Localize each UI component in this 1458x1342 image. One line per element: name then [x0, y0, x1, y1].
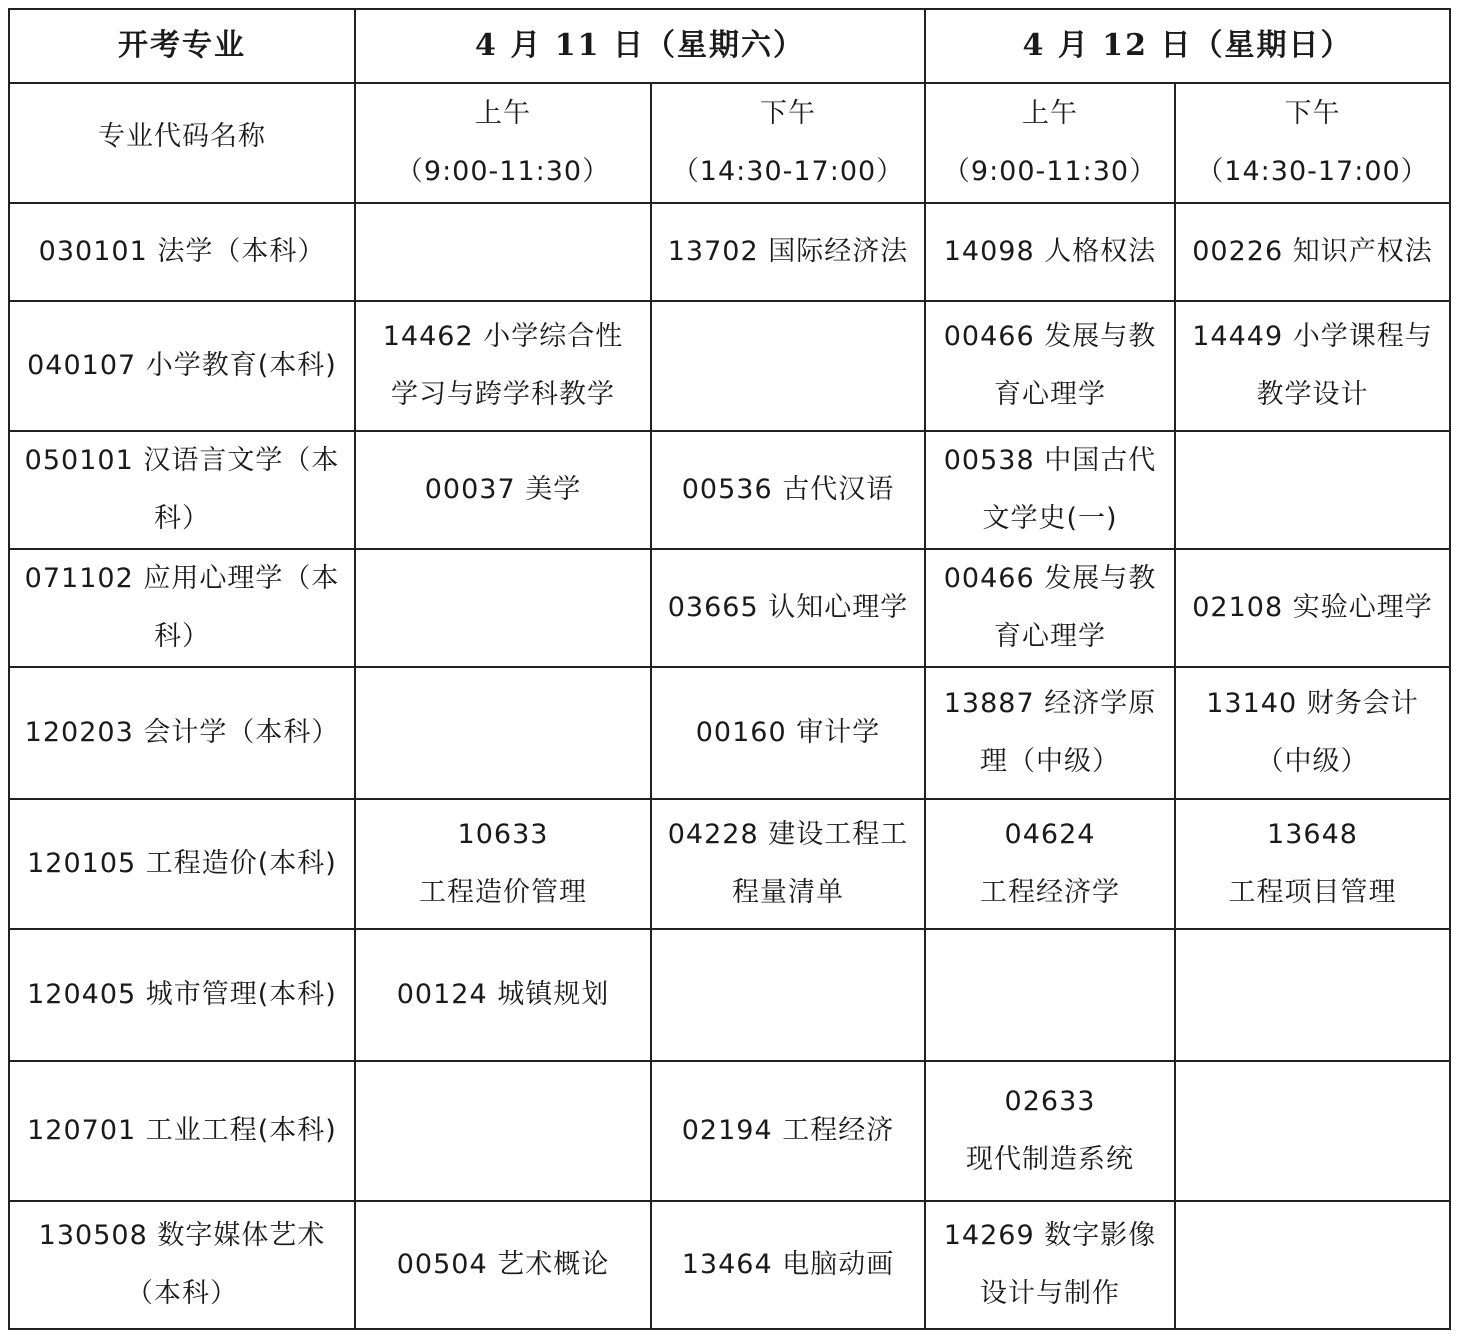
course-line: 02633 [1004, 1086, 1096, 1117]
major-cell [9, 799, 355, 929]
course-line: 学习与跨学科教学 [391, 379, 615, 410]
header-row [9, 9, 1450, 83]
slot-day1-am [355, 83, 651, 203]
course-cell [1175, 431, 1450, 549]
course-cell [651, 1061, 925, 1201]
course-cell [925, 301, 1175, 431]
course-cell [651, 1201, 925, 1329]
major-cell [9, 667, 355, 799]
major-name-line: 120203 会计学（本科） [24, 717, 340, 748]
major-cell [9, 301, 355, 431]
course-line: 13702 国际经济法 [667, 236, 909, 267]
major-name-line: 120405 城市管理(本科) [27, 979, 337, 1010]
major-name-line: 071102 应用心理学（本 [24, 563, 340, 594]
course-cell [651, 301, 925, 431]
major-cell [9, 431, 355, 549]
table-row [9, 301, 1450, 431]
course-line: 文学史(一) [982, 503, 1118, 534]
course-cell [355, 667, 651, 799]
table-row [9, 667, 1450, 799]
slot-day2-pm [1175, 83, 1450, 203]
course-line: 02194 工程经济 [681, 1115, 895, 1146]
slot-time: （14:30-17:00） [671, 156, 905, 187]
major-name-line: 120105 工程造价(本科) [27, 848, 337, 879]
course-line: 00466 发展与教 [943, 321, 1157, 352]
course-line: 工程造价管理 [419, 877, 587, 908]
course-line: 04624 [1004, 819, 1096, 850]
major-name-line: （本科） [126, 1278, 238, 1309]
course-cell [355, 1061, 651, 1201]
major-cell [9, 549, 355, 667]
course-line: 13464 电脑动画 [681, 1249, 895, 1280]
course-line: 00226 知识产权法 [1192, 236, 1433, 267]
course-line: 程量清单 [732, 877, 844, 908]
course-cell [355, 203, 651, 301]
table-row [9, 799, 1450, 929]
slot-period: 上午 [1022, 98, 1078, 129]
slot-time: （9:00-11:30） [395, 156, 611, 187]
major-cell [9, 1061, 355, 1201]
course-cell [355, 1201, 651, 1329]
slot-period: 下午 [1284, 98, 1341, 129]
course-line: 00160 审计学 [695, 717, 881, 748]
slot-day2-am [925, 83, 1175, 203]
major-name-line: 050101 汉语言文学（本 [24, 445, 340, 476]
course-line: 14449 小学课程与 [1192, 321, 1433, 352]
major-name-line: 120701 工业工程(本科) [27, 1115, 337, 1146]
course-cell [651, 667, 925, 799]
course-cell [1175, 203, 1450, 301]
course-cell [1175, 301, 1450, 431]
course-line: 14462 小学综合性 [382, 321, 624, 352]
slot-day1-pm [651, 83, 925, 203]
course-line: （中级） [1256, 746, 1369, 777]
course-cell [925, 1201, 1175, 1329]
course-cell [1175, 1201, 1450, 1329]
course-line: 现代制造系统 [966, 1144, 1134, 1175]
table-row [9, 1201, 1450, 1329]
course-line: 02108 实验心理学 [1192, 592, 1433, 623]
course-cell [925, 929, 1175, 1061]
course-line: 13140 财务会计 [1206, 688, 1419, 719]
course-line: 00536 古代汉语 [681, 474, 895, 505]
major-name-line: 科） [154, 621, 210, 652]
course-cell [651, 203, 925, 301]
table-row [9, 929, 1450, 1061]
course-cell [651, 431, 925, 549]
course-cell [1175, 1061, 1450, 1201]
course-line: 00466 发展与教 [943, 563, 1157, 594]
course-cell [1175, 549, 1450, 667]
course-line: 13887 经济学原 [943, 688, 1157, 719]
major-cell [9, 203, 355, 301]
course-line: 04228 建设工程工 [667, 819, 909, 850]
course-line: 14098 人格权法 [943, 236, 1157, 267]
course-line: 00504 艺术概论 [396, 1249, 610, 1280]
course-line: 00124 城镇规划 [396, 979, 610, 1010]
table-row [9, 549, 1450, 667]
table-row [9, 1061, 1450, 1201]
table-body [9, 203, 1450, 1329]
major-name-line: 科） [154, 503, 210, 534]
major-name-line: 030101 法学（本科） [38, 236, 326, 267]
major-name-line: 130508 数字媒体艺术 [38, 1220, 326, 1251]
slot-period: 上午 [475, 98, 531, 129]
slot-time: （14:30-17:00） [1196, 156, 1429, 187]
table-row [9, 431, 1450, 549]
course-cell [1175, 799, 1450, 929]
course-line: 00538 中国古代 [943, 445, 1157, 476]
course-line: 教学设计 [1256, 379, 1369, 410]
header-major: 开考专业 [9, 9, 355, 83]
course-cell [355, 549, 651, 667]
major-name-line: 040107 小学教育(本科) [27, 350, 337, 381]
course-line: 03665 认知心理学 [667, 592, 909, 623]
course-line: 工程经济学 [980, 877, 1120, 908]
header-day1: 4 月 11 日（星期六） [355, 9, 925, 83]
course-cell [355, 431, 651, 549]
course-cell [1175, 667, 1450, 799]
course-cell [1175, 929, 1450, 1061]
subheader-row [9, 83, 1450, 203]
course-cell [925, 799, 1175, 929]
course-cell [925, 667, 1175, 799]
course-cell [355, 301, 651, 431]
course-line: 00037 美学 [424, 474, 582, 505]
course-cell [925, 1061, 1175, 1201]
exam-schedule-table [8, 8, 1451, 1330]
course-line: 设计与制作 [980, 1278, 1120, 1309]
course-cell [925, 203, 1175, 301]
header-day2: 4 月 12 日（星期日） [925, 9, 1450, 83]
course-line: 10633 [457, 819, 549, 850]
subheader-major-code-name: 专业代码名称 [9, 83, 355, 203]
course-line: 工程项目管理 [1228, 877, 1397, 908]
slot-time: （9:00-11:30） [942, 156, 1158, 187]
course-line: 13648 [1267, 819, 1358, 850]
course-cell [355, 799, 651, 929]
course-cell [925, 549, 1175, 667]
course-line: 育心理学 [994, 621, 1106, 652]
course-cell [651, 929, 925, 1061]
course-line: 理（中级） [980, 746, 1120, 777]
course-cell [925, 431, 1175, 549]
course-cell [651, 549, 925, 667]
course-line: 14269 数字影像 [943, 1220, 1157, 1251]
table-row [9, 203, 1450, 301]
course-cell [651, 799, 925, 929]
course-cell [355, 929, 651, 1061]
major-cell [9, 1201, 355, 1329]
slot-period: 下午 [760, 98, 816, 129]
course-line: 育心理学 [994, 379, 1106, 410]
major-cell [9, 929, 355, 1061]
